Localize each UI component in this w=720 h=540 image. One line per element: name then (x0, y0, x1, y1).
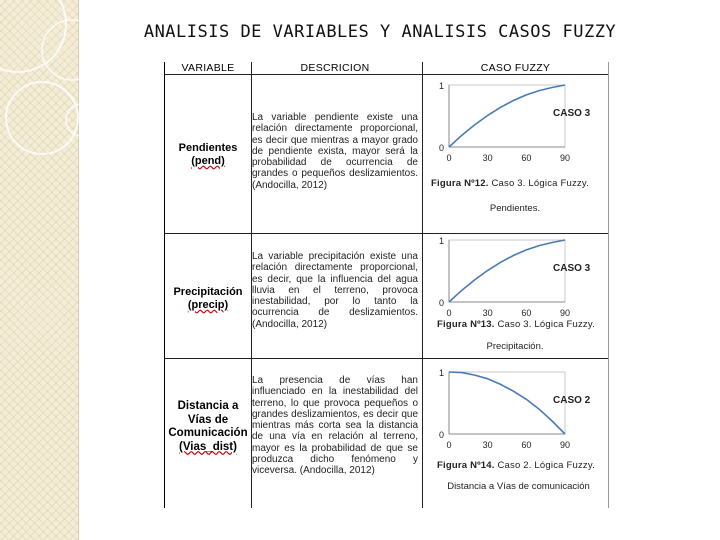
header-divider (165, 74, 608, 75)
variable-name: Pendientes (178, 142, 238, 154)
figure-caption-14 (437, 460, 595, 471)
fuzzy-chart-precipitacion (427, 232, 607, 332)
figure-caption-12 (431, 178, 589, 189)
analysis-table (164, 62, 609, 508)
y-tick-label: 0 (439, 298, 445, 308)
y-tick-label: 0 (439, 430, 445, 440)
caption-text: Caso 3. Lógica Fuzzy. (491, 178, 589, 189)
variable-name: Precipitación (173, 286, 243, 298)
caption-prefix: Figura Nº13. (437, 319, 495, 330)
figure-subcaption-14: Distancia a Vías de comunicación (447, 481, 590, 492)
y-tick-label: 1 (439, 81, 445, 91)
fuzzy-chart-pendientes (427, 77, 607, 177)
caption-text: Caso 3. Lógica Fuzzy. (497, 319, 595, 330)
figure-subcaption-13: Precipitación. (486, 341, 544, 352)
fuzzy-chart-distancia-vias (427, 364, 607, 464)
header-caso-fuzzy: CASO FUZZY (480, 62, 551, 74)
description-pendientes: La variable pendiente existe una relación directamente proporcional, es decir que mientras a mayor grado de pendiente exista, mayor será la probabilidad de ocurrencia de grandes o pequeños deslizamientos. (Andocilla, 2012) (252, 112, 418, 191)
row-divider-2 (165, 358, 608, 359)
variable-code: (precip) (187, 299, 229, 311)
figure-caption-13 (437, 319, 595, 330)
x-tick-label: 60 (521, 153, 532, 163)
plot-area (449, 240, 565, 302)
description-precipitacion: La variable precipitación existe una relación directamente proporcional, es decir, que la influencia del agua lluvia en el terreno, provoca inestabilidad, por lo tanto la ocurrencia de deslizamientos. (Andocilla, 2012) (252, 251, 418, 330)
caption-text: Caso 2. Lógica Fuzzy. (497, 460, 595, 471)
header-descripcion: DESCRICION (300, 62, 370, 74)
description-distancia-vias: La presencia de vías han influenciado en la inestabilidad del terreno, lo que provoca pequeños o grandes deslizamientos, es decir que mientras más corta sea la distancia de una vía en relación al terreno, mayor es la probabilidad de que se produzca dicho fenómeno y viceversa. (Andocilla, 2012) (252, 375, 418, 477)
x-tick-label: 90 (559, 440, 571, 450)
caption-prefix: Figura Nº12. (431, 178, 489, 189)
x-tick-label: 30 (482, 153, 493, 163)
x-tick-label: 60 (521, 440, 532, 450)
y-tick-label: 1 (439, 368, 445, 378)
variable-code: (Vias_dist) (179, 440, 237, 453)
variable-name: Distancia a Vías de Comunicación (168, 400, 248, 439)
caption-prefix: Figura Nº14. (437, 460, 495, 471)
variable-cell-pendientes (165, 142, 251, 168)
case-label: CASO 2 (553, 395, 591, 406)
figure-subcaption-12: Pendientes. (489, 203, 541, 214)
y-tick-label: 1 (439, 236, 445, 246)
x-tick-label: 0 (446, 153, 452, 163)
slide-title: ANALISIS DE VARIABLES Y ANALISIS CASOS FUZZY (143, 22, 617, 42)
header-variable: VARIABLE (181, 62, 235, 74)
plot-area (449, 85, 565, 147)
variable-cell-distancia-vias (165, 400, 251, 454)
x-tick-label: 0 (446, 308, 452, 318)
x-tick-label: 30 (482, 308, 493, 318)
x-tick-label: 60 (521, 308, 532, 318)
case-label: CASO 3 (553, 263, 591, 274)
x-tick-label: 0 (446, 440, 452, 450)
x-tick-label: 90 (559, 308, 571, 318)
column-divider-2 (422, 62, 423, 508)
variable-code: (pend) (191, 155, 225, 167)
y-tick-label: 0 (439, 143, 445, 153)
x-tick-label: 30 (482, 440, 493, 450)
variable-cell-precipitacion (165, 286, 251, 312)
case-label: CASO 3 (553, 108, 591, 119)
x-tick-label: 90 (559, 153, 571, 163)
plot-area (449, 372, 565, 434)
